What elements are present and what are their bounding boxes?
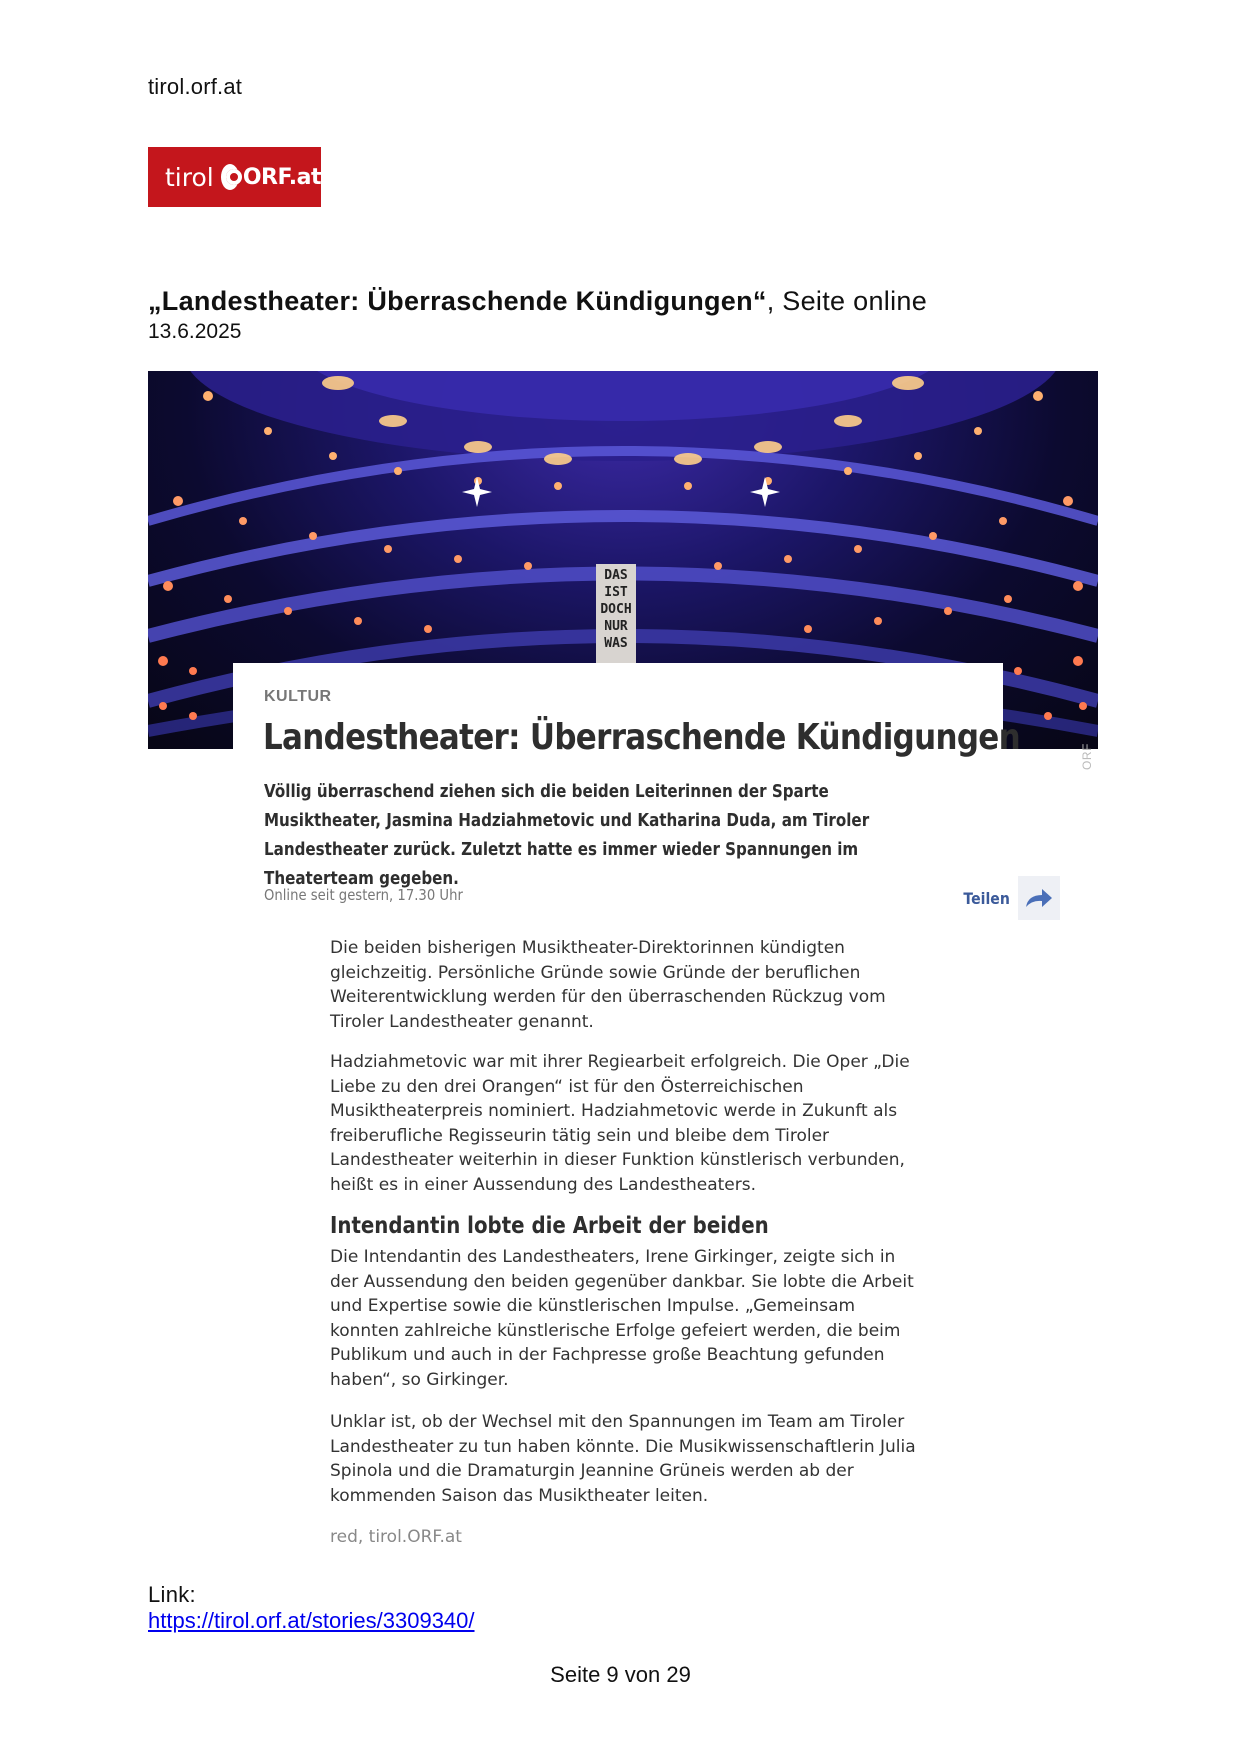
article-subheading: Intendantin lobte die Arbeit der beiden <box>330 1213 769 1239</box>
banner-line: IST <box>604 585 628 600</box>
document-title-quoted: „Landestheater: Überraschende Kündigungen“ <box>148 286 767 316</box>
article-paragraph: Die beiden bisherigen Musiktheater-Direktorinnen kündigten gleichzeitig. Persönliche Gründe sowie Gründe der beruflichen Weiterentwicklung werden für den überraschenden Rückzug vom Tiroler Landestheater genannt. <box>330 938 886 1032</box>
site-name: tirol.orf.at <box>148 74 243 99</box>
logo-text-tirol: tirol <box>165 162 214 192</box>
link-label: Link: <box>148 1582 196 1607</box>
banner-line: WAS <box>604 636 628 651</box>
image-credit: ORF <box>1080 743 1094 770</box>
banner-line: DOCH <box>600 602 632 617</box>
share-button[interactable] <box>957 876 1060 920</box>
document-date: 13.6.2025 <box>148 320 242 343</box>
orf-tirol-logo <box>148 147 321 207</box>
article-kicker: KULTUR <box>264 688 332 705</box>
article-paragraph: Unklar ist, ob der Wechsel mit den Spannungen im Team am Tiroler Landestheater zu tun haben könnte. Die Musikwissenschaftlerin Julia Spinola und die Dramaturgin Jeannine Grüneis werden ab der kommenden Saison das Musiktheater leiten. <box>330 1412 916 1506</box>
document-title <box>148 286 927 317</box>
article-headline: Landestheater: Überraschende Kündigungen <box>263 717 1020 758</box>
article-timestamp: Online seit gestern, 17.30 Uhr <box>264 886 463 904</box>
banner-line: DAS <box>604 568 628 583</box>
share-arrow-icon <box>1018 876 1060 920</box>
hero-banner-text <box>597 567 635 652</box>
orf-ring-icon <box>221 164 239 190</box>
article-author: red, tirol.ORF.at <box>330 1527 462 1547</box>
page-number: Seite 9 von 29 <box>550 1662 691 1687</box>
article-paragraph: Hadziahmetovic war mit ihrer Regiearbeit erfolgreich. Die Oper „Die Liebe zu den drei Orangen“ ist für den Österreichischen Musiktheaterpreis nominiert. Hadziahmetovic werde in Zukunft als freiberufliche Regisseurin tätig sein und bleibe dem Tiroler Landestheater weiterhin in dieser Funktion künstlerisch verbunden, heißt es in einer Aussendung des Landestheaters. <box>330 1052 910 1195</box>
article-lead: Völlig überraschend ziehen sich die beiden Leiterinnen der Sparte Musiktheater, Jasmina Hadziahmetovic und Katharina Duda, am Tiroler Landestheater zurück. Zuletzt hatte es immer wieder Spannungen im Theaterteam gegeben. <box>264 781 870 889</box>
banner-line: NUR <box>604 619 628 634</box>
article-paragraph: Die Intendantin des Landestheaters, Irene Girkinger, zeigte sich in der Aussendung den beiden gegenüber dankbar. Sie lobte die Arbeit und Expertise sowie die künstlerischen Impulse. „Gemeinsam konnten zahlreiche künstlerische Erfolge gefeiert werden, die beim Publikum und auch in der Fachpresse große Beachtung gefunden haben“, so Girkinger. <box>330 1247 914 1390</box>
logo-text-orf: ORF.at <box>242 164 321 190</box>
share-label: Teilen <box>963 888 1010 908</box>
document-title-suffix: , Seite online <box>766 286 928 316</box>
source-link[interactable]: https://tirol.orf.at/stories/3309340/ <box>148 1608 475 1633</box>
